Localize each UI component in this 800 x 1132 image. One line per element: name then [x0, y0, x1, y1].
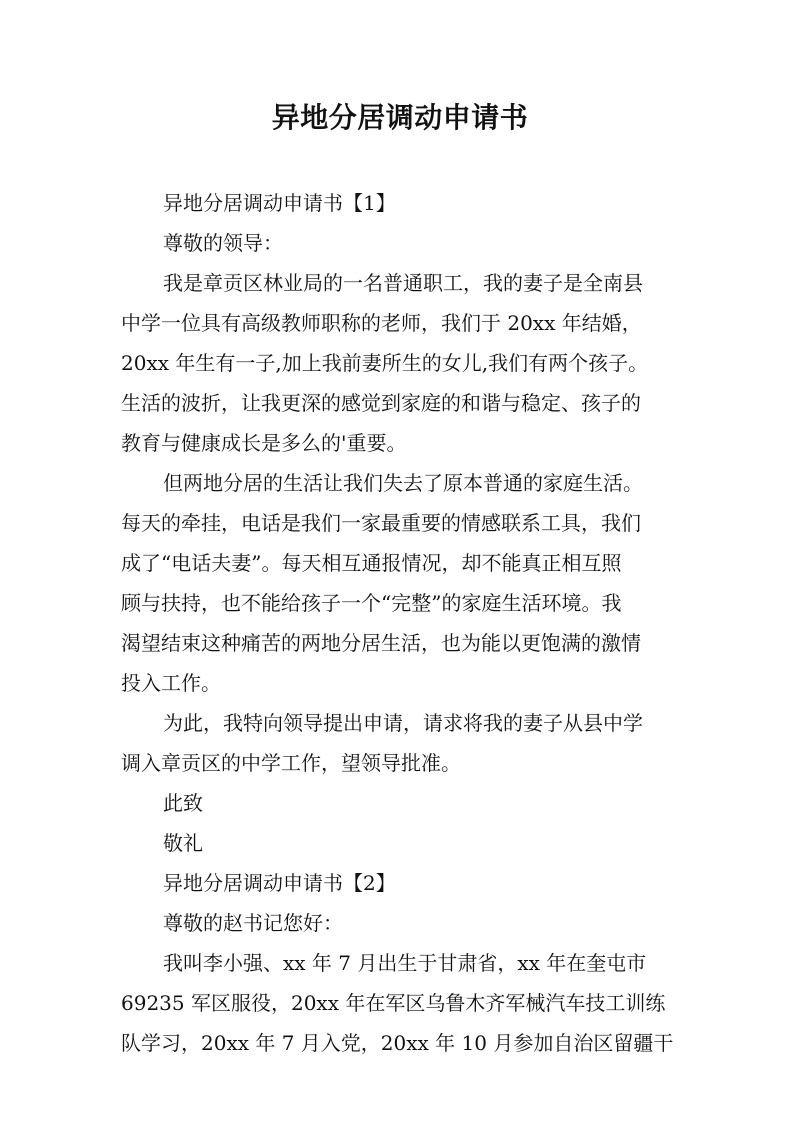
document-title: 异地分居调动申请书 [271, 101, 529, 134]
paragraph-line: 顾与扶持，也不能给孩子一个“完整”的家庭生活环境。我 [121, 591, 622, 615]
section-heading-2: 异地分居调动申请书【2】 [163, 871, 396, 895]
closing-line: 敬礼 [163, 831, 203, 855]
paragraph-line: 中学一位具有高级教师职称的老师，我们于 20xx 年结婚， [121, 311, 642, 335]
paragraph-line: 我叫李小强、xx 年 7 月出生于甘肃省，xx 年在奎屯市 [163, 951, 647, 975]
paragraph-line: 队学习，20xx 年 7 月入党，20xx 年 10 月参加自治区留疆干 [121, 1031, 674, 1055]
paragraph-line: 调入章贡区的中学工作，望领导批准。 [121, 751, 461, 775]
salutation-1: 尊敬的领导： [163, 231, 283, 255]
salutation-2: 尊敬的赵书记您好： [163, 911, 343, 935]
paragraph-line: 69235 军区服役，20xx 年在军区乌鲁木齐军械汽车技工训练 [121, 991, 666, 1015]
paragraph-line: 但两地分居的生活让我们失去了原本普通的家庭生活。 [163, 471, 643, 495]
document-body [121, 183, 681, 1063]
closing-line: 此致 [163, 791, 203, 815]
paragraph-line: 为此，我特向领导提出申请，请求将我的妻子从县中学 [163, 711, 643, 735]
paragraph-line: 投入工作。 [121, 671, 221, 695]
paragraph-line: 教育与健康成长是多么的'重要。 [121, 431, 407, 455]
section-heading-1: 异地分居调动申请书【1】 [163, 191, 396, 215]
paragraph-line: 渴望结束这种痛苦的两地分居生活，也为能以更饱满的激情 [121, 631, 641, 655]
paragraph-line: 生活的波折，让我更深的感觉到家庭的和谐与稳定、孩子的 [121, 391, 641, 415]
paragraph-line: 20xx 年生有一子,加上我前妻所生的女儿,我们有两个孩子。 [121, 351, 649, 375]
paragraph-line: 每天的牵挂，电话是我们一家最重要的情感联系工具，我们 [121, 511, 641, 535]
paragraph-line: 我是章贡区林业局的一名普通职工，我的妻子是全南县 [163, 271, 643, 295]
paragraph-line: 成了“电话夫妻”。每天相互通报情况，却不能真正相互照 [121, 551, 622, 575]
